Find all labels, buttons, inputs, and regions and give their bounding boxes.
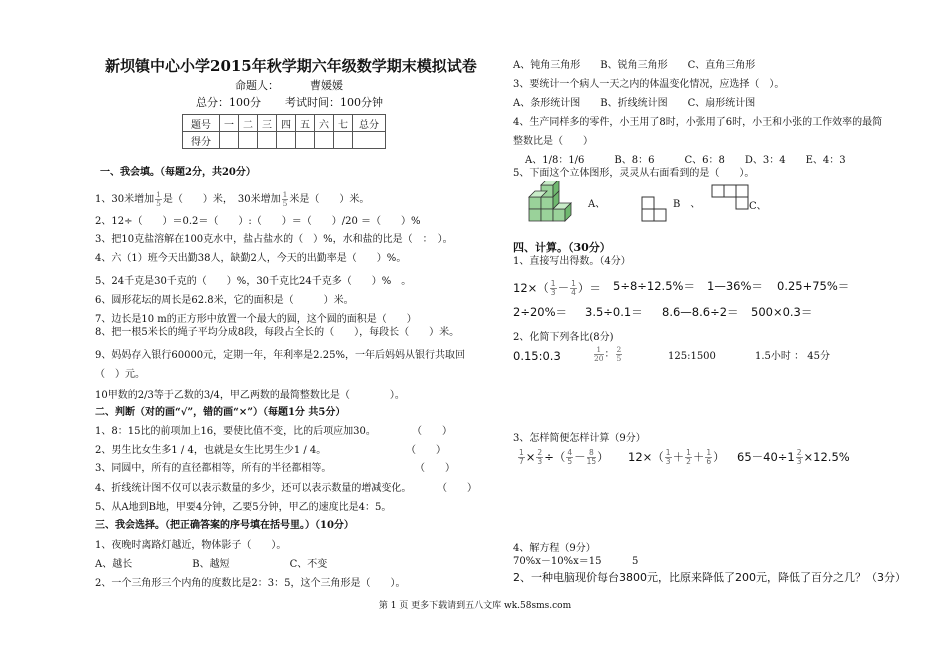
denominator: 7 xyxy=(519,457,524,466)
question-3: 3、把10克盐溶解在100克水中，盐占盐水的（ ）%，水和盐的比是（ ： ）。 xyxy=(95,234,453,245)
question-9-continued: （ ）元。 xyxy=(95,369,145,380)
numerator: 1 xyxy=(594,346,604,355)
numerator: 1 xyxy=(665,448,671,457)
simplify-item xyxy=(628,449,725,466)
table-cell: 七 xyxy=(334,115,353,132)
choice-question-3: 3、要统计一个病人一天之内的体温变化情况，应选择（ ）。 xyxy=(513,79,785,90)
question-10: 10甲数的2/3等于乙数的3/4，甲乙两数的最简整数比是（ ）。 xyxy=(95,390,405,401)
fraction xyxy=(155,191,162,208)
denominator: 20 xyxy=(594,354,604,363)
exam-title: 新坝镇中心小学2015年秋学期六年级数学期末模拟试卷 xyxy=(105,57,477,75)
question-2: 2、12÷（ ）＝0.2＝（ ）:（ ）＝（ ）/20 ＝（ ）% xyxy=(95,216,421,227)
time-info: 考试时间：100分钟 xyxy=(285,96,383,109)
choice-question-2: 2、一个三角形三个内角的度数比是2：3：5，这个三角形是（ ）。 xyxy=(95,578,406,589)
numerator: 1 xyxy=(686,448,691,457)
denominator: 15 xyxy=(586,457,597,466)
answer-parentheses[interactable]: （ ） xyxy=(406,445,446,456)
question-4: 4、六（1）班今天出勤38人，缺勤2人，今天的出勤率是（ ）%。 xyxy=(95,253,407,264)
option-a-label: A、 xyxy=(588,199,606,210)
score-table-row xyxy=(183,132,386,149)
denominator: 3 xyxy=(550,288,556,297)
denominator: 5 xyxy=(156,199,161,208)
fraction xyxy=(518,449,525,466)
table-cell[interactable] xyxy=(258,132,277,149)
view-option-c xyxy=(710,183,752,213)
simplify-item xyxy=(517,449,609,466)
table-cell: 得分 xyxy=(183,132,220,149)
judge-question-3: 3、同圆中，所有的直径都相等，所有的半径都相等。 xyxy=(95,463,332,474)
answer-parentheses[interactable]: （ ） xyxy=(437,483,477,494)
answer-parentheses[interactable]: （ ） xyxy=(415,463,455,474)
option-b-label: B 、 xyxy=(673,199,701,210)
table-cell[interactable] xyxy=(220,132,239,149)
ratio-item xyxy=(593,346,623,363)
question-6: 6、圆形花坛的周长是62.8米，它的面积是（ ）米。 xyxy=(95,295,354,306)
table-cell: 四 xyxy=(277,115,296,132)
judge-question-2: 2、男生比女生多1 / 4，也就是女生比男生少1 / 4。 xyxy=(95,445,327,456)
table-cell[interactable] xyxy=(334,132,353,149)
judge-question-1: 1、8：15比的前项加上16，要使比值不变，比的后项应加30。 xyxy=(95,426,376,437)
calc-text: ） xyxy=(713,450,725,464)
choice-options: A、1/8：1/6 B、8：6 C、6：8 D、3：4 E、4：3 xyxy=(525,155,846,166)
equation-item: 70%x－10%x＝15 xyxy=(513,556,602,567)
denominator: 5 xyxy=(616,354,622,363)
ratio-sign: ： xyxy=(604,349,615,360)
section-heading: 二、判断（对的画“√”，错的画“×”）（每题1分 共5分） xyxy=(95,407,346,418)
numerator: 1 xyxy=(706,448,712,457)
fraction xyxy=(566,449,573,466)
table-cell: 六 xyxy=(315,115,334,132)
left-column xyxy=(95,0,490,658)
fraction xyxy=(550,280,557,297)
choice-options: A、条形统计图 B、折线统计图 C、扇形统计图 xyxy=(513,98,756,109)
fraction xyxy=(594,346,604,363)
table-cell[interactable] xyxy=(239,132,258,149)
fraction xyxy=(587,449,597,466)
fraction xyxy=(616,346,623,363)
calc-text: ） xyxy=(597,450,609,464)
fraction xyxy=(282,191,289,208)
fraction xyxy=(536,449,543,466)
numerator: 2 xyxy=(616,345,622,354)
table-cell: 五 xyxy=(296,115,315,132)
calc-text: ÷（ xyxy=(544,450,566,464)
option-c-label: C、 xyxy=(749,201,767,212)
cube-solid-figure xyxy=(527,181,583,229)
calc-item: 8.6—8.6÷2＝ xyxy=(662,305,739,319)
question-9: 9、妈妈存入银行60000元，定期一年，年利率是2.25%，一年后妈妈从银行共取回 xyxy=(95,350,465,361)
score-table-row xyxy=(183,115,386,132)
denominator: 3 xyxy=(796,457,802,466)
calc-text: － xyxy=(557,281,570,295)
table-cell[interactable] xyxy=(353,132,386,149)
view-option-b xyxy=(640,195,670,223)
denominator: 4 xyxy=(571,288,576,297)
table-cell: 一 xyxy=(220,115,239,132)
judge-question-5: 5、从A地到B地，甲要4分钟，乙要5分钟，甲乙的速度比是4：5。 xyxy=(95,502,392,513)
calc-item: 2÷20%＝ xyxy=(513,305,568,319)
table-cell: 三 xyxy=(258,115,277,132)
numerator: 2 xyxy=(537,448,543,457)
choice-question-4-continued: 整数比是（ ） xyxy=(513,136,593,147)
ratio-item: 1.5小时 ： 45分 xyxy=(755,351,830,362)
calc-item xyxy=(513,280,601,297)
choice-options: A、越长 B、越短 C、不变 xyxy=(95,559,328,570)
section-heading: 四、计算。（30分） xyxy=(513,241,611,254)
question-5: 5、24千克是30千克的（ ）%，30千克比24千克多（ ）% 。 xyxy=(95,276,412,287)
calc-part-3: 3、怎样简便怎样计算（9分） xyxy=(513,433,646,444)
denominator: 5 xyxy=(567,457,573,466)
simplify-item xyxy=(737,449,850,466)
choice-question-5: 5、下面这个立体图形，灵灵从右面看到的是（ ）。 xyxy=(513,168,755,179)
question-8: 8、把一根5米长的绳子平均分成8段，每段占全长的（ ），每段长（ ）米。 xyxy=(95,327,460,338)
denominator: 3 xyxy=(665,457,671,466)
calc-part-1: 1、直接写出得数。（4分） xyxy=(513,256,631,267)
calc-text: 65－40÷1 xyxy=(737,450,795,464)
score-table xyxy=(182,114,386,149)
table-cell: 题号 xyxy=(183,115,220,132)
table-cell[interactable] xyxy=(277,132,296,149)
denominator: 3 xyxy=(537,457,543,466)
calc-text: 12×（ xyxy=(628,450,664,464)
numerator: 4 xyxy=(567,448,573,457)
calc-item: 5÷8÷12.5%＝ xyxy=(613,279,695,293)
calc-text: ＋ xyxy=(692,450,705,464)
calc-part-4: 4、解方程（9分） xyxy=(513,543,596,554)
denominator: 5 xyxy=(282,199,288,208)
denominator: 6 xyxy=(706,457,712,466)
right-column xyxy=(505,0,906,658)
judge-question-4: 4、折线统计图不仅可以表示数量的多少，还可以表示数量的增减变化。 xyxy=(95,483,412,494)
calc-item: 3.5÷0.1＝ xyxy=(585,305,643,319)
fraction xyxy=(570,280,577,297)
page-footer: 第 1 页 更多下载请到五八文库 wk.58sms.com xyxy=(378,601,572,611)
ratio-item: 125:1500 xyxy=(668,351,716,362)
calc-item: 1—36%＝ xyxy=(707,279,763,293)
numerator: 2 xyxy=(796,448,802,457)
calc-text: ）＝ xyxy=(577,281,601,295)
question-text: 米是（ ）米。 xyxy=(289,194,370,205)
table-cell[interactable] xyxy=(315,132,334,149)
calc-text: 12×（ xyxy=(513,281,549,295)
calc-text: ＋ xyxy=(672,450,685,464)
calc-text: × xyxy=(525,450,536,464)
question-1 xyxy=(95,191,369,208)
word-problem: 2、一种电脑现价每台3800元，比原来降低了200元，降低了百分之几？（3分） xyxy=(513,571,906,584)
calc-part-2: 2、化简下列各比(8分) xyxy=(513,332,614,343)
score-info: 总分：100分 xyxy=(196,96,261,109)
calc-text: ×12.5% xyxy=(803,450,850,464)
numerator: 1 xyxy=(519,448,524,457)
table-cell: 总分 xyxy=(353,115,386,132)
choice-question-4: 4、生产同样多的零件，小王用了8时，小张用了6时，小王和小张的工作效率的最简 xyxy=(513,117,883,128)
choice-question-1: 1、夜晚时离路灯越近，物体影子（ ）。 xyxy=(95,540,287,551)
numerator: 1 xyxy=(550,279,556,288)
numerator: 1 xyxy=(571,279,576,288)
table-cell[interactable] xyxy=(296,132,315,149)
calc-item: 0.25+75%＝ xyxy=(777,279,850,293)
ratio-item: 0.15:0.3 xyxy=(513,349,561,363)
denominator: 2 xyxy=(686,457,691,466)
numerator: 1 xyxy=(282,190,288,199)
table-cell: 二 xyxy=(239,115,258,132)
calc-item: 500×0.3＝ xyxy=(751,305,813,319)
question-text: 1、30米增加 xyxy=(95,194,155,205)
question-text: 是（ ）米， 30米增加 xyxy=(162,194,281,205)
author-name: 曹媛媛 xyxy=(310,79,343,92)
numerator: 1 xyxy=(156,190,161,199)
answer-parentheses[interactable]: （ ） xyxy=(412,426,452,437)
fraction xyxy=(685,449,692,466)
author-label: 命题人： xyxy=(235,79,279,92)
fraction xyxy=(796,449,803,466)
numerator: 8 xyxy=(587,449,597,458)
equation-item: 5 xyxy=(632,556,639,567)
section-heading: 一、我会填。（每题2分，共20分） xyxy=(100,167,256,178)
question-7: 7、边长是10 m的正方形中放置一个最大的圆，这个圆的面积是（ ） xyxy=(95,314,417,325)
choice-options: A、钝角三角形 B、锐角三角形 C、直角三角形 xyxy=(513,60,756,71)
calc-text: － xyxy=(574,450,586,464)
fraction xyxy=(665,449,672,466)
section-heading: 三、我会选择。（把正确答案的序号填在括号里。）（10分） xyxy=(95,520,354,531)
fraction xyxy=(705,449,712,466)
